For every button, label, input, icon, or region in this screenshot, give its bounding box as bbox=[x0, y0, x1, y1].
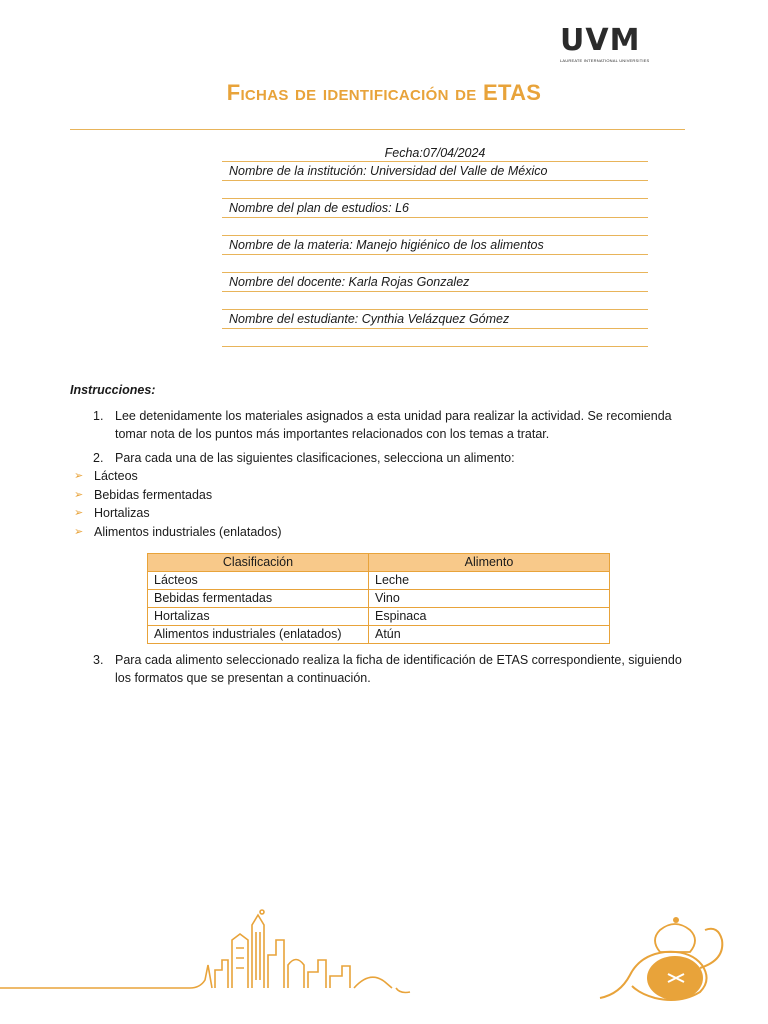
list-item: ➢ Hortalizas bbox=[74, 504, 282, 523]
arrow-bullet-icon: ➢ bbox=[74, 525, 84, 538]
table-row bbox=[148, 590, 610, 608]
page-title: Fichas de identificación de ETAS bbox=[226, 80, 542, 105]
table-row bbox=[148, 626, 610, 644]
uvm-logo bbox=[560, 23, 656, 66]
list-item: ➢ Lácteos bbox=[74, 467, 282, 486]
table-row bbox=[148, 608, 610, 626]
form-line bbox=[222, 329, 648, 347]
instructions-heading: Instrucciones: bbox=[70, 383, 156, 397]
form-line bbox=[222, 181, 648, 199]
instruction-step-2 bbox=[93, 449, 698, 467]
table-cell: Atún bbox=[369, 626, 610, 644]
step-text: Para cada alimento seleccionado realiza la ficha de identificación de ETAS correspondiente, siguiendo los formatos que se presentan a continuación. bbox=[115, 653, 682, 685]
column-header: Alimento bbox=[369, 554, 610, 572]
institution-field: Nombre de la institución: Universidad del Valle de México bbox=[222, 162, 648, 181]
table-cell: Espinaca bbox=[369, 608, 610, 626]
identification-form bbox=[222, 145, 648, 347]
step-number: 1. bbox=[93, 409, 104, 423]
arrow-bullet-icon: ➢ bbox=[74, 488, 84, 501]
instruction-step-3 bbox=[93, 651, 698, 687]
title-divider bbox=[70, 129, 685, 130]
teapot-icon bbox=[600, 917, 722, 1000]
step-text: Lee detenidamente los materiales asignados a esta unidad para realizar la actividad. Se recomienda tomar nota de los puntos más importantes relacionados con los temas a tratar. bbox=[115, 409, 672, 441]
step-number: 2. bbox=[93, 451, 104, 465]
student-field: Nombre del estudiante: Cynthia Velázquez Gómez bbox=[222, 310, 648, 329]
table-cell: Bebidas fermentadas bbox=[148, 590, 369, 608]
instruction-step-1 bbox=[93, 407, 698, 443]
list-item: ➢ Bebidas fermentadas bbox=[74, 486, 282, 505]
column-header: Clasificación bbox=[148, 554, 369, 572]
list-item: ➢ Alimentos industriales (enlatados) bbox=[74, 523, 282, 542]
subject-field: Nombre de la materia: Manejo higiénico de los alimentos bbox=[222, 236, 648, 255]
logo-subtitle: LAUREATE INTERNATIONAL UNIVERSITIES bbox=[560, 58, 650, 63]
teacher-field: Nombre del docente: Karla Rojas Gonzalez bbox=[222, 273, 648, 292]
arrow-bullet-icon: ➢ bbox=[74, 470, 84, 482]
arrow-bullet-icon: ➢ bbox=[74, 507, 84, 519]
city-skyline-illustration bbox=[0, 910, 410, 993]
step-number: 3. bbox=[93, 653, 104, 667]
table-row bbox=[148, 572, 610, 590]
classification-list bbox=[74, 467, 282, 541]
logo-text: UVM bbox=[560, 23, 641, 58]
form-line bbox=[222, 255, 648, 273]
date-field: Fecha:07/04/2024 bbox=[384, 146, 486, 160]
classification-table bbox=[147, 553, 610, 644]
study-plan-field: Nombre del plan de estudios: L6 bbox=[222, 199, 648, 218]
table-header-row bbox=[148, 554, 610, 572]
table-cell: Vino bbox=[369, 590, 610, 608]
step-text: Para cada una de las siguientes clasificaciones, selecciona un alimento: bbox=[115, 451, 515, 465]
table-cell: Hortalizas bbox=[148, 608, 369, 626]
footer-decoration bbox=[0, 870, 768, 1024]
form-line bbox=[222, 218, 648, 236]
table-cell: Leche bbox=[369, 572, 610, 590]
table-cell: Alimentos industriales (enlatados) bbox=[148, 626, 369, 644]
table-cell: Lácteos bbox=[148, 572, 369, 590]
form-line bbox=[222, 292, 648, 310]
